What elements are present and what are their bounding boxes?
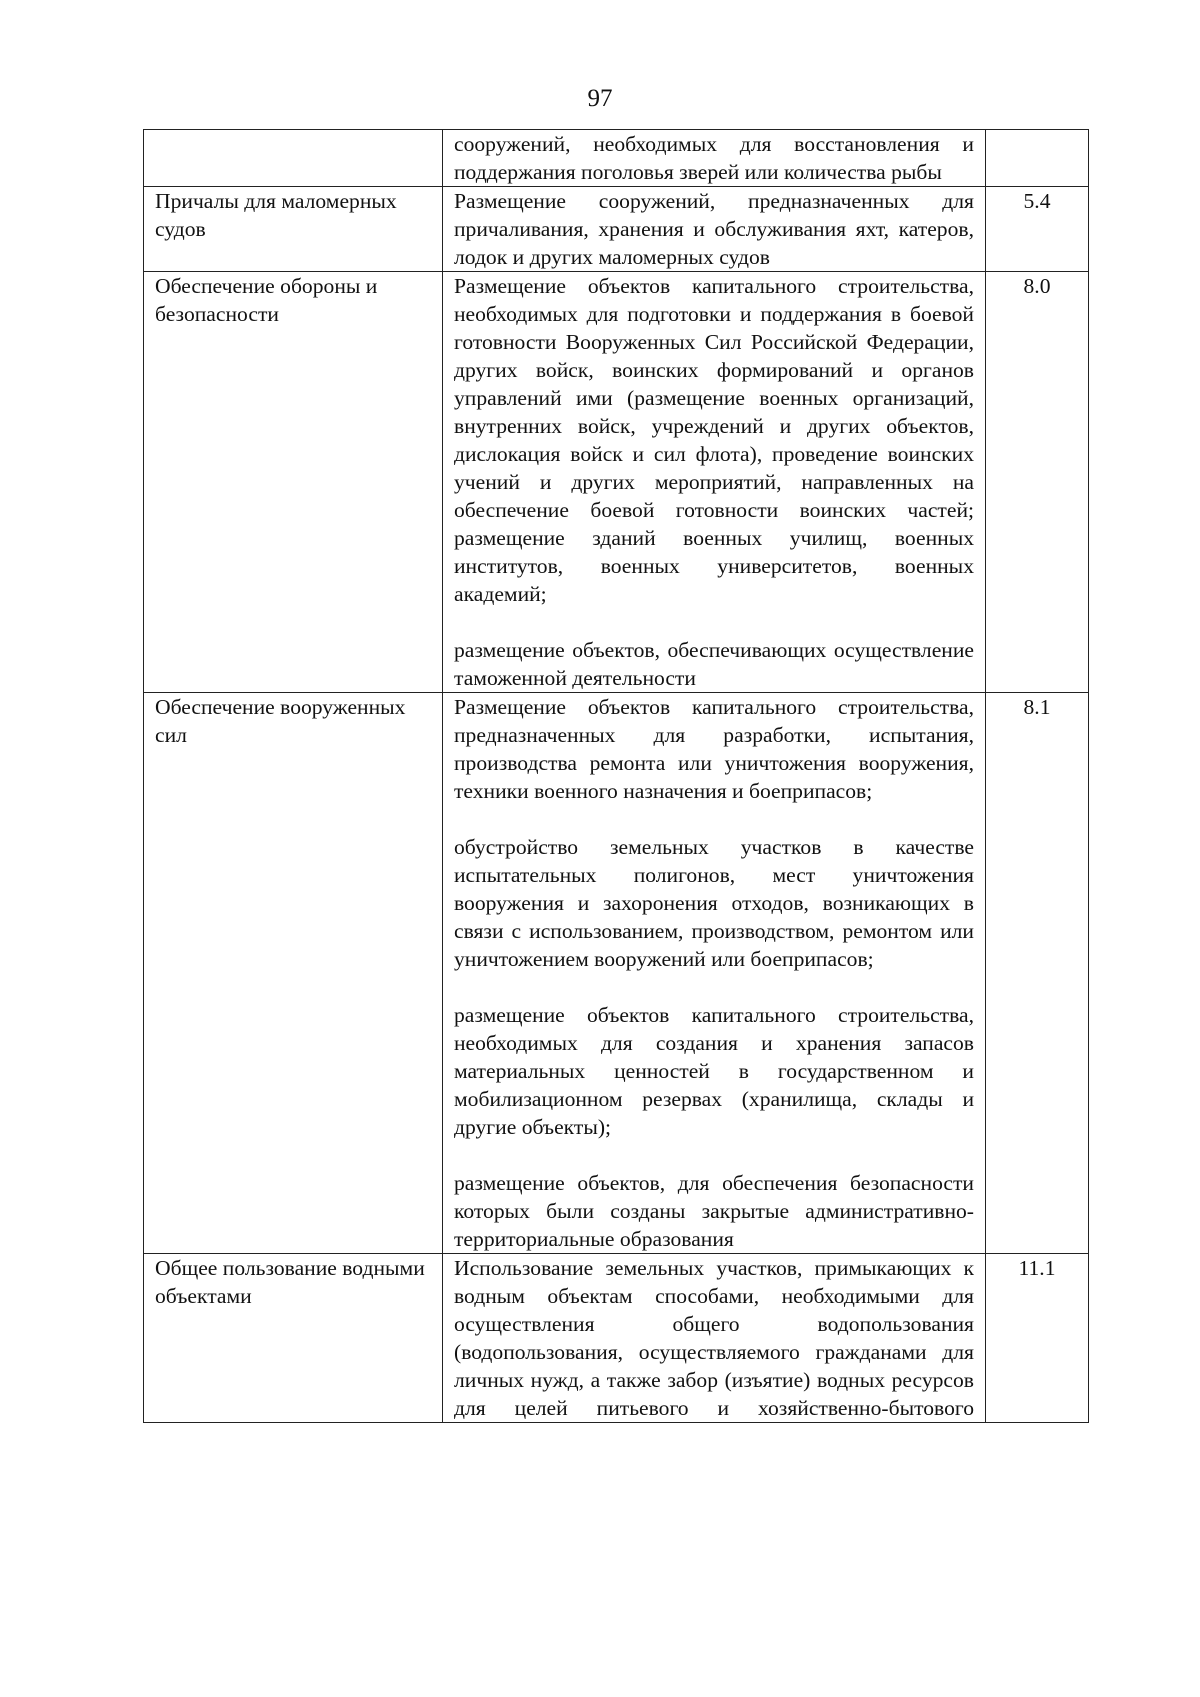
description-paragraph: размещение объектов капитального строительства, необходимых для создания и хранения запасов материальных ценностей в государственном и мобилизационном резервах (хранилища, склады и другие объекты); [454,1003,974,1139]
table-row [144,272,1089,693]
description-paragraph: Использование земельных участков, примыкающих к водным объектам способами, необходимыми для осуществления общего водопользования (водопользования, осуществляемого гражданами для личных нужд, а также забор (изъятие) водных ресурсов для целей питьевого и хозяйственно-бытового [454,1256,974,1420]
row-name: Причалы для маломерных судов [144,187,443,272]
table-row [144,187,1089,272]
row-description [443,187,986,272]
table-row [144,693,1089,1254]
description-paragraph: размещение объектов, для обеспечения безопасности которых были созданы закрытые административно-территориальные образования [454,1171,974,1251]
row-name: Обеспечение обороны и безопасности [144,272,443,693]
row-description [443,130,986,187]
page-number: 97 [587,85,613,112]
row-description [443,272,986,693]
description-paragraph: Размещение объектов капитального строительства, необходимых для подготовки и поддержания в боевой готовности Вооруженных Сил Российской Федерации, других войск, воинских формирований и органов управлений ими (размещение военных организаций, внутренних войск, учреждений и других объектов, дислокация войск и сил флота), проведение воинских учений и других мероприятий, направленных на обеспечение боевой готовности воинских частей; размещение зданий военных училищ, военных институтов, военных университетов, военных академий; [454,274,974,606]
description-paragraph: сооружений, необходимых для восстановления и поддержания поголовья зверей или количества рыбы [454,132,974,184]
row-code: 8.0 [986,272,1089,693]
row-name [144,130,443,187]
row-code [986,130,1089,187]
row-name: Общее пользование водными объектами [144,1254,443,1423]
row-code: 5.4 [986,187,1089,272]
description-paragraph: размещение объектов, обеспечивающих осуществление таможенной деятельности [454,638,974,690]
row-description [443,693,986,1254]
description-paragraph: Размещение объектов капитального строительства, предназначенных для разработки, испытания, производства ремонта или уничтожения вооружения, техники военного назначения и боеприпасов; [454,695,974,803]
row-name: Обеспечение вооруженных сил [144,693,443,1254]
row-code: 8.1 [986,693,1089,1254]
row-description [443,1254,986,1423]
description-paragraph: обустройство земельных участков в качестве испытательных полигонов, мест уничтожения вооружения и захоронения отходов, возникающих в связи с использованием, производством, ремонтом или уничтожением вооружений или боеприпасов; [454,835,974,971]
table-row [144,1254,1089,1423]
land-use-table [143,129,1089,1423]
description-paragraph: Размещение сооружений, предназначенных для причаливания, хранения и обслуживания яхт, катеров, лодок и других маломерных судов [454,189,974,269]
row-code: 11.1 [986,1254,1089,1423]
table-row [144,130,1089,187]
